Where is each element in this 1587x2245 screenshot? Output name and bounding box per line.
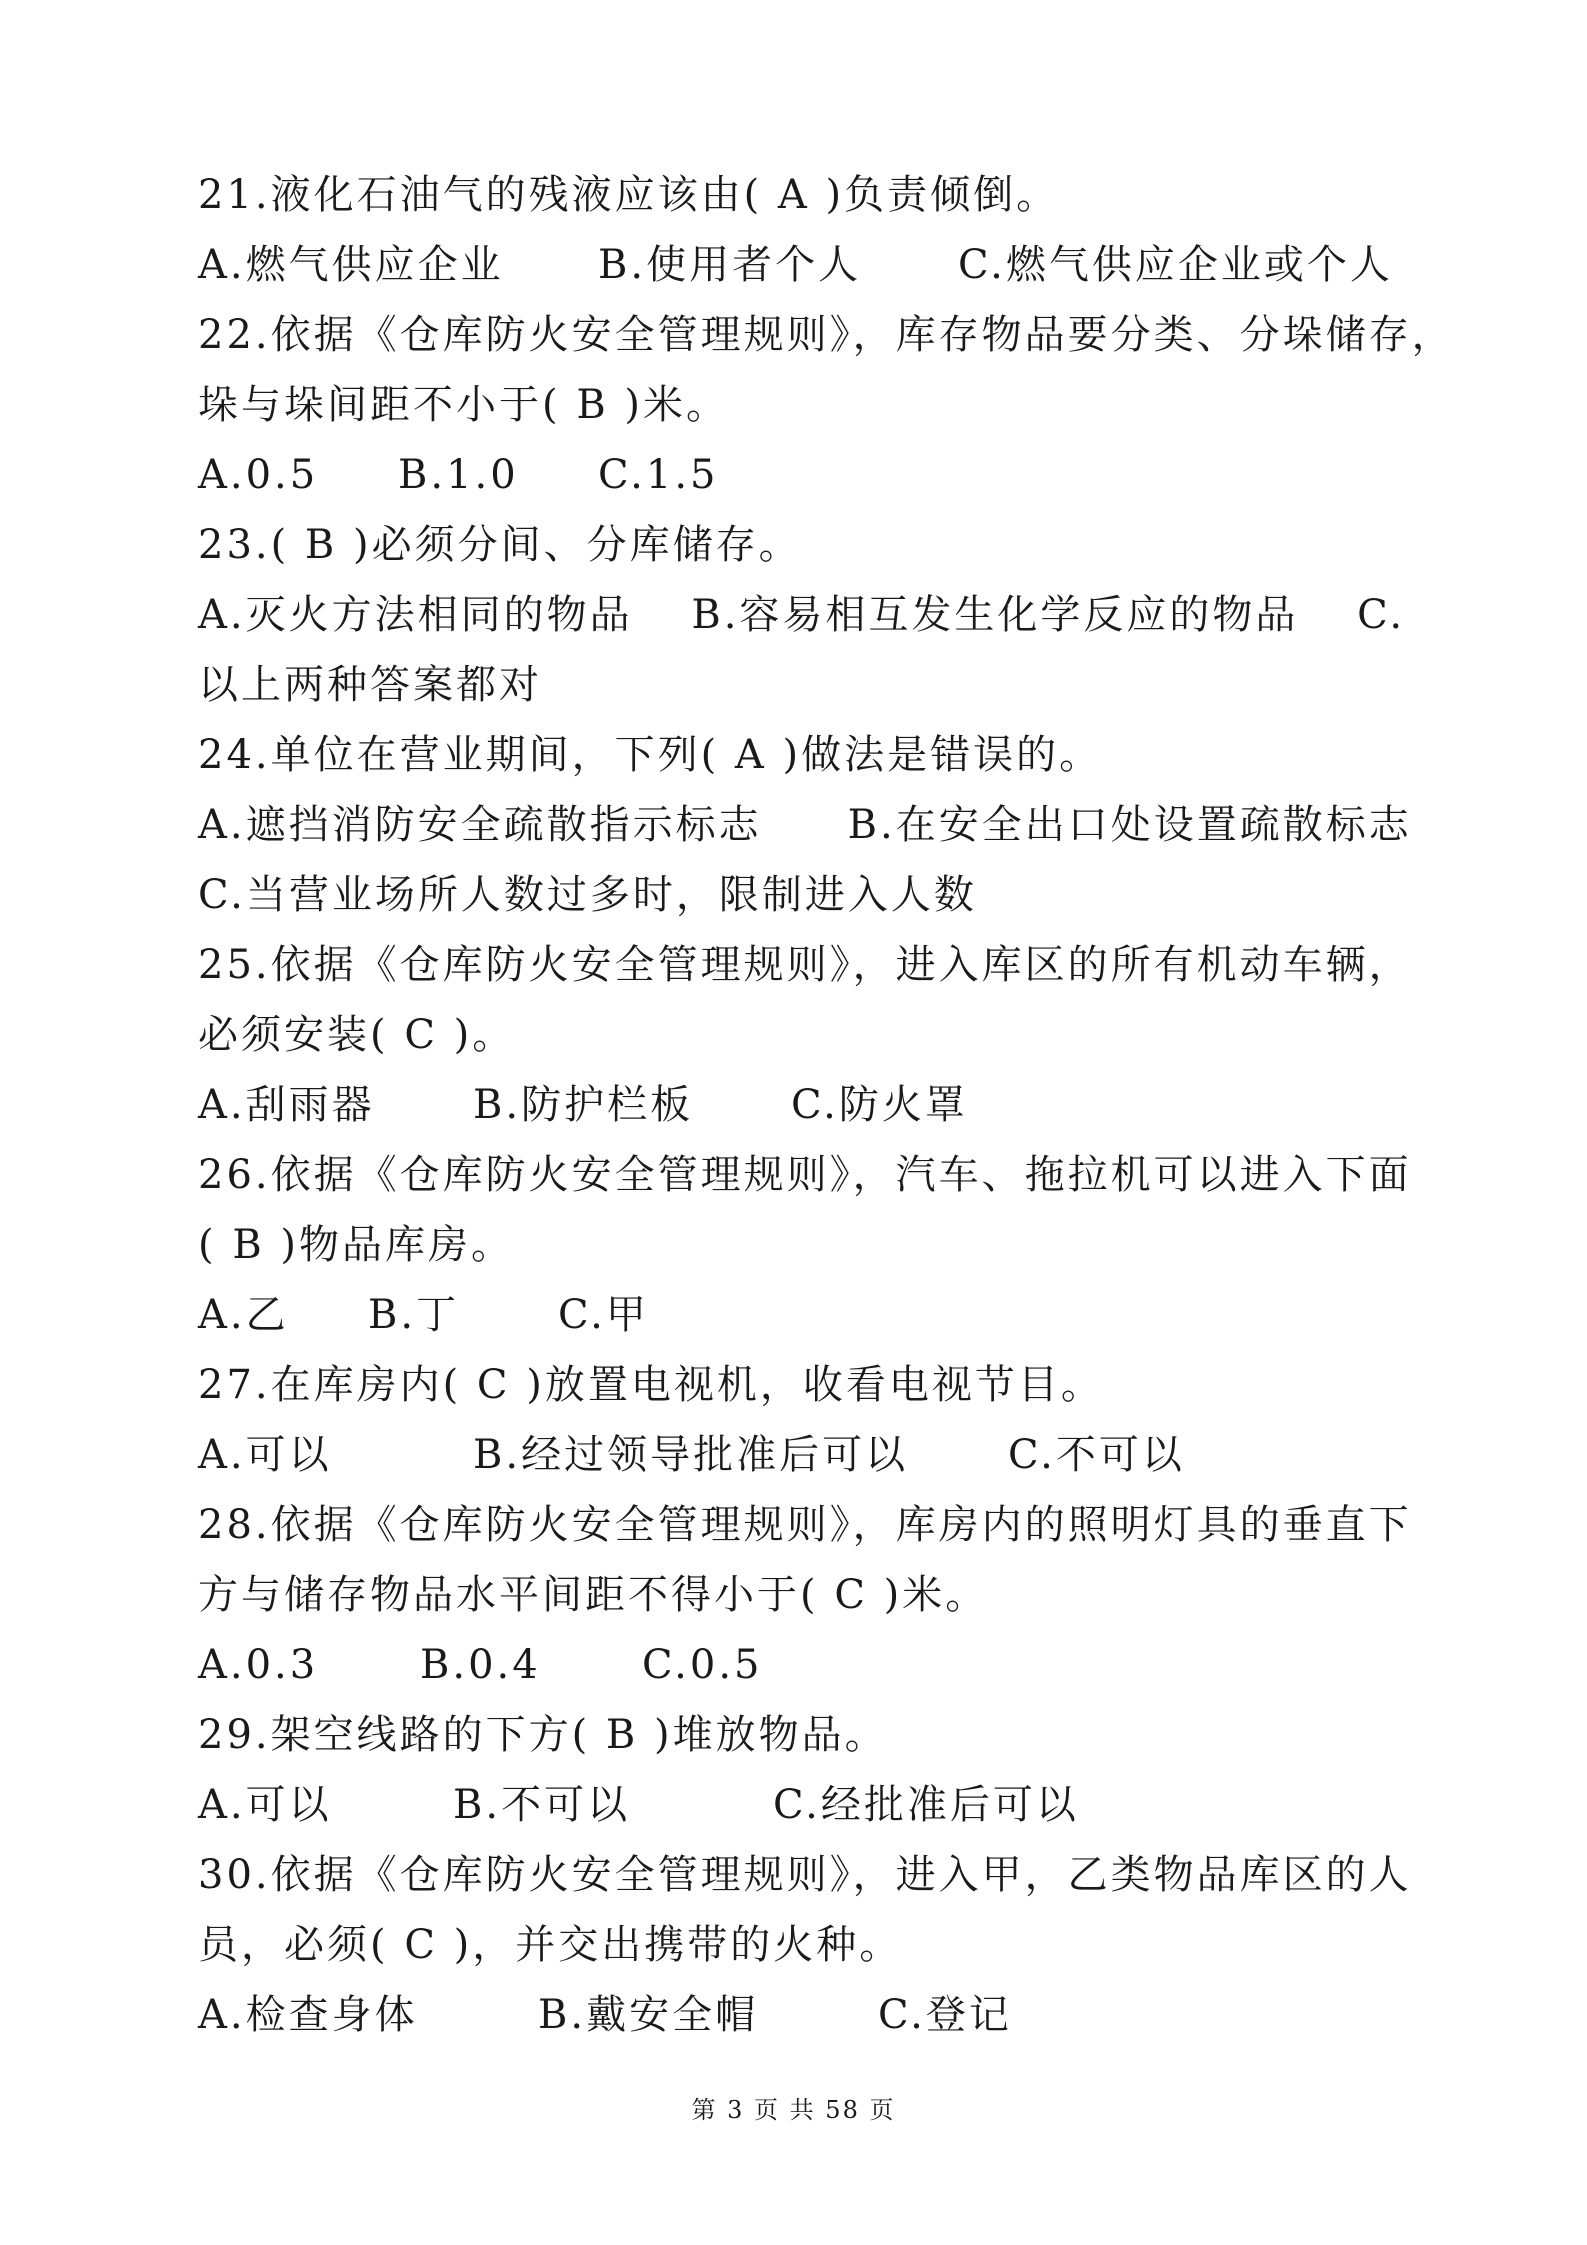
option-a: A.检查身体	[198, 1992, 418, 2038]
question-28-text: 28.依据《仓库防火安全管理规则》，库房内的照明灯具的垂直下	[198, 1502, 1412, 1548]
question-list	[198, 160, 1455, 2050]
option-c: C.防火罩	[791, 1082, 968, 1128]
question-22-options	[198, 440, 1398, 510]
question-25-options	[198, 1070, 1398, 1140]
option-b: B.经过领导批准后可以	[473, 1432, 909, 1478]
page-number-footer: 第 3 页 共 58 页	[691, 2096, 896, 2124]
option-a: A.刮雨器	[198, 1082, 375, 1128]
question-26-options	[198, 1280, 1398, 1350]
option-b: B.使用者个人	[598, 242, 862, 288]
option-a: A.可以	[198, 1782, 332, 1828]
option-c: C.0.5	[642, 1642, 763, 1688]
option-b: B.不可以	[453, 1782, 631, 1828]
option-b: B.0.4	[420, 1642, 541, 1688]
option-b: B.戴安全帽	[538, 1992, 759, 2038]
option-c: C.经批准后可以	[773, 1782, 1079, 1828]
option-a: A.可以	[198, 1432, 332, 1478]
question-30-text-cont: 员，必须( C )，并交出携带的火种。	[198, 1922, 903, 1968]
question-30-options	[198, 1980, 1398, 2050]
question-21-options	[198, 230, 1398, 300]
option-c: C.燃气供应企业或个人	[958, 242, 1393, 288]
question-24-options-line: A.遮挡消防安全疏散指示标志 B.在安全出口处设置疏散标志	[198, 802, 1412, 848]
question-27-text: 27.在库房内( C )放置电视机，收看电视节目。	[198, 1362, 1104, 1408]
option-b: B.丁	[368, 1292, 460, 1338]
option-c: C.1.5	[598, 452, 719, 498]
question-23-options-line: A.灭火方法相同的物品 B.容易相互发生化学反应的物品 C.	[198, 592, 1406, 638]
question-21-text: 21.液化石油气的残液应该由( A )负责倾倒。	[198, 172, 1060, 218]
option-c: C.不可以	[1008, 1432, 1185, 1478]
question-24-text: 24.单位在营业期间，下列( A )做法是错误的。	[198, 732, 1103, 778]
question-28-text-cont: 方与储存物品水平间距不得小于( C )米。	[198, 1572, 989, 1618]
option-b: B.防护栏板	[473, 1082, 694, 1128]
question-23-options-cont: 以上两种答案都对	[198, 662, 542, 708]
option-a: A.乙	[198, 1292, 289, 1338]
option-a: A.0.5	[198, 452, 319, 498]
question-26-text-cont: ( B )物品库房。	[198, 1222, 515, 1268]
question-22-text: 22.依据《仓库防火安全管理规则》，库存物品要分类、分垛储存，	[198, 312, 1455, 358]
question-27-options	[198, 1420, 1398, 1490]
option-a: A.燃气供应企业	[198, 242, 504, 288]
option-b: B.1.0	[398, 452, 519, 498]
question-28-options	[198, 1630, 1398, 1700]
option-c: C.甲	[558, 1292, 649, 1338]
question-24-options-cont: C.当营业场所人数过多时，限制进入人数	[198, 872, 977, 918]
question-22-text-cont: 垛与垛间距不小于( B )米。	[198, 382, 730, 428]
question-30-text: 30.依据《仓库防火安全管理规则》，进入甲，乙类物品库区的人	[198, 1852, 1412, 1898]
question-26-text: 26.依据《仓库防火安全管理规则》，汽车、拖拉机可以进入下面	[198, 1152, 1412, 1198]
question-23-text: 23.( B )必须分间、分库储存。	[198, 522, 802, 568]
question-29-options	[198, 1770, 1398, 1840]
option-a: A.0.3	[198, 1642, 319, 1688]
option-c: C.登记	[878, 1992, 1012, 2038]
question-25-text: 25.依据《仓库防火安全管理规则》，进入库区的所有机动车辆，	[198, 942, 1412, 988]
question-25-text-cont: 必须安装( C )。	[198, 1012, 516, 1058]
question-29-text: 29.架空线路的下方( B )堆放物品。	[198, 1712, 888, 1758]
